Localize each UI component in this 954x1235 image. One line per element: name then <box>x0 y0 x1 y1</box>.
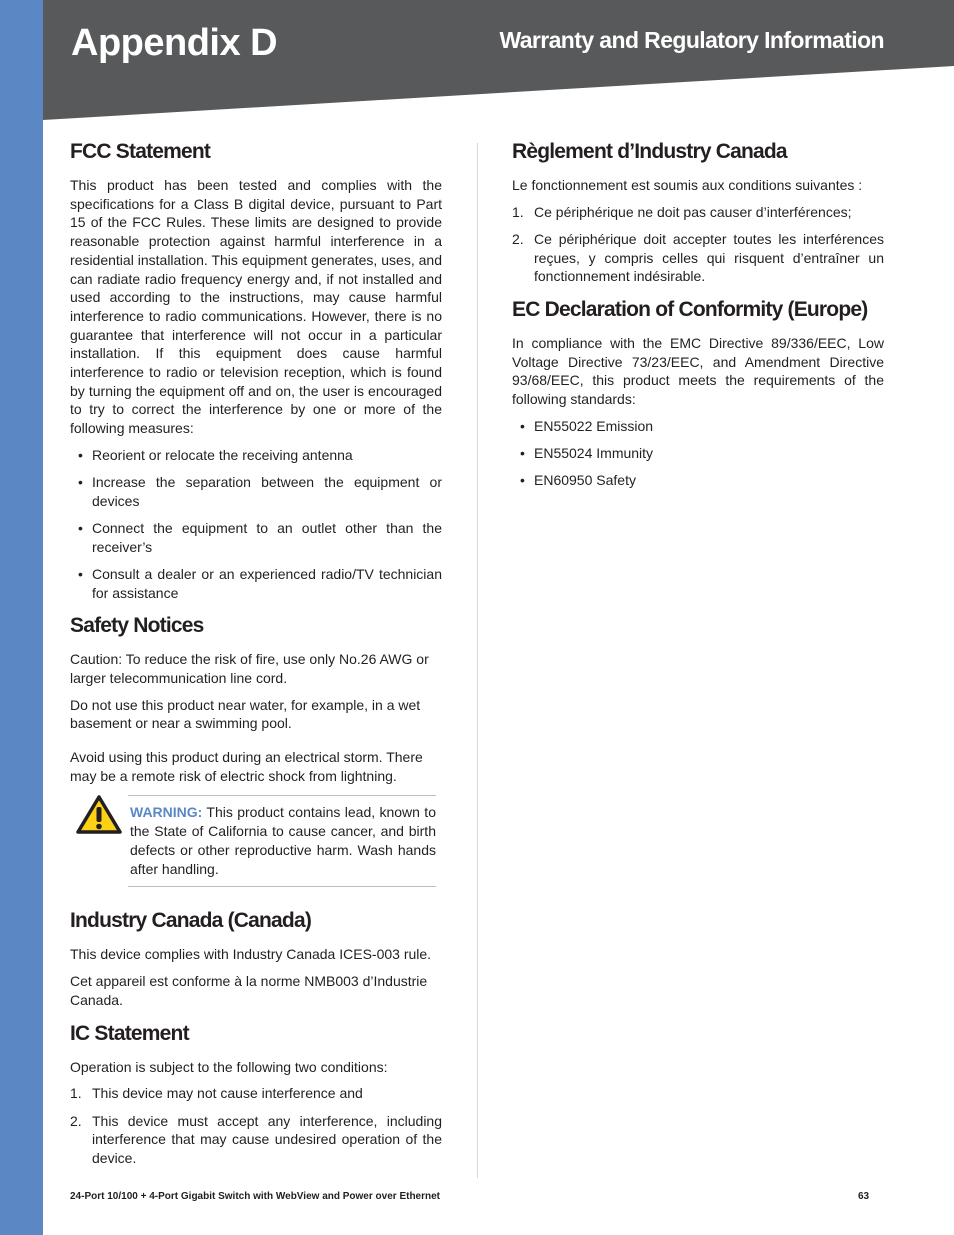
reglement-intro: Le fonctionnement est soumis aux conditions suivantes : <box>512 177 863 193</box>
safety-section <box>70 612 442 887</box>
list-number: 1. <box>70 1085 82 1102</box>
safety-heading: Safety Notices <box>70 614 204 638</box>
list-item-text: Ce périphérique doit accepter toutes les interférences reçues, y compris celles qui risquent d’entraîner un fonctionnement indésirable. <box>534 230 884 285</box>
reglement-heading: Règlement d’Industry Canada <box>512 140 787 163</box>
ic-intro: Operation is subject to the following two conditions: <box>70 1058 388 1075</box>
ec-section <box>512 296 884 490</box>
list-item-text: Increase the separation between the equipment or devices <box>92 474 442 509</box>
column-divider <box>477 143 478 1178</box>
list-item-text: This device must accept any interference, including interference that may cause undesired operation of the device. <box>92 1112 442 1166</box>
left-column <box>70 138 442 1178</box>
fcc-measures-list <box>70 446 442 602</box>
list-item <box>70 519 442 556</box>
list-item <box>70 1112 442 1168</box>
list-item-text: EN55024 Immunity <box>534 445 654 462</box>
left-sidebar-band <box>0 0 43 1235</box>
warning-rule-bottom <box>128 886 436 887</box>
warning-label: WARNING: <box>130 804 203 821</box>
warning-body: This product contains lead, known to the State of California to cause cancer, and birth defects or other reproductive harm. Wash hands after handling. <box>130 804 436 877</box>
footer-product-name: 24-Port 10/100 + 4-Port Gigabit Switch with WebView and Power over Ethernet <box>70 1191 441 1202</box>
industry-canada-en: This device complies with Industry Canada ICES-003 rule. <box>70 946 432 963</box>
ic-heading: IC Statement <box>70 1021 189 1045</box>
warning-text <box>130 803 436 878</box>
fcc-body: This product has been tested and complies with the specifications for a Class B digital device, pursuant to Part 15 of the FCC Rules. These limits are designed to provide reasonable protection against harmful interference in a residential installation. This equipment generates, uses, and can radiate radio frequency energy and, if not installed and used according to the instructions, may cause harmful interference to radio communications. However, there is no guarantee that interference will not occur in a particular installation. If this equipment does cause harmful interference to radio or television reception, which is found by turning the equipment off and on, the user is encouraged to try to correct the interference by one or more of the following measures: <box>70 177 442 437</box>
safety-caution: Caution: To reduce the risk of fire, use only No.26 AWG or larger telecommunication line cord. <box>70 651 429 686</box>
list-item-text: Ce périphérique ne doit pas causer d’interférences; <box>534 203 852 220</box>
list-number: 2. <box>70 1112 82 1129</box>
list-item <box>70 473 442 510</box>
bullet: • <box>78 519 83 536</box>
list-item <box>512 444 884 463</box>
industry-canada-fr: Cet appareil est conforme à la norme NMB003 d’Industrie Canada. <box>70 973 428 1008</box>
list-item <box>70 446 442 465</box>
bullet: • <box>78 565 83 582</box>
list-item <box>70 1084 442 1103</box>
list-item <box>70 565 442 602</box>
bullet: • <box>78 474 83 491</box>
safety-storm: Avoid using this product during an electrical storm. There may be a remote risk of electric shock from lightning. <box>70 749 423 784</box>
ec-heading: EC Declaration of Conformity (Europe) <box>512 298 868 322</box>
list-item <box>512 203 884 222</box>
reglement-conditions-list <box>512 203 884 286</box>
ec-standards-list <box>512 417 884 490</box>
header-subtitle: Warranty and Regulatory Information <box>499 27 884 53</box>
warning-triangle-icon <box>76 795 122 840</box>
fcc-heading: FCC Statement <box>70 140 211 163</box>
list-item-text: Consult a dealer or an experienced radio/TV technician for assistance <box>92 565 442 601</box>
industry-canada-heading: Industry Canada (Canada) <box>70 909 312 933</box>
reglement-section <box>512 138 884 286</box>
list-number: 1. <box>512 203 524 220</box>
ic-section <box>70 1020 442 1168</box>
list-item-text: EN55022 Emission <box>534 417 654 434</box>
bullet: • <box>520 445 525 462</box>
list-item <box>512 417 884 436</box>
right-column <box>512 138 884 500</box>
bullet: • <box>520 472 525 489</box>
bullet: • <box>78 446 83 463</box>
list-item-text: This device may not cause interference and <box>92 1085 363 1102</box>
list-item <box>512 230 884 286</box>
list-number: 2. <box>512 230 524 247</box>
fcc-section <box>70 138 442 602</box>
list-item-text: Reorient or relocate the receiving antenna <box>92 446 353 463</box>
safety-water: Do not use this product near water, for example, in a wet basement or near a swimming pool. <box>70 696 421 732</box>
industry-canada-section <box>70 907 442 1009</box>
ec-body: In compliance with the EMC Directive 89/336/EEC, Low Voltage Directive 73/23/EEC, and Amendment Directive 93/68/EEC, this product meets the requirements of the following standards: <box>512 335 884 408</box>
list-item-text: Connect the equipment to an outlet other than the receiver’s <box>92 519 442 555</box>
warning-rule-top <box>128 795 436 796</box>
ic-conditions-list <box>70 1084 442 1167</box>
warning-box <box>70 795 442 887</box>
list-item <box>512 471 884 490</box>
appendix-title: Appendix D <box>71 22 278 64</box>
list-item-text: EN60950 Safety <box>534 472 636 489</box>
bullet: • <box>520 417 525 434</box>
footer-page-number: 63 <box>858 1191 870 1202</box>
